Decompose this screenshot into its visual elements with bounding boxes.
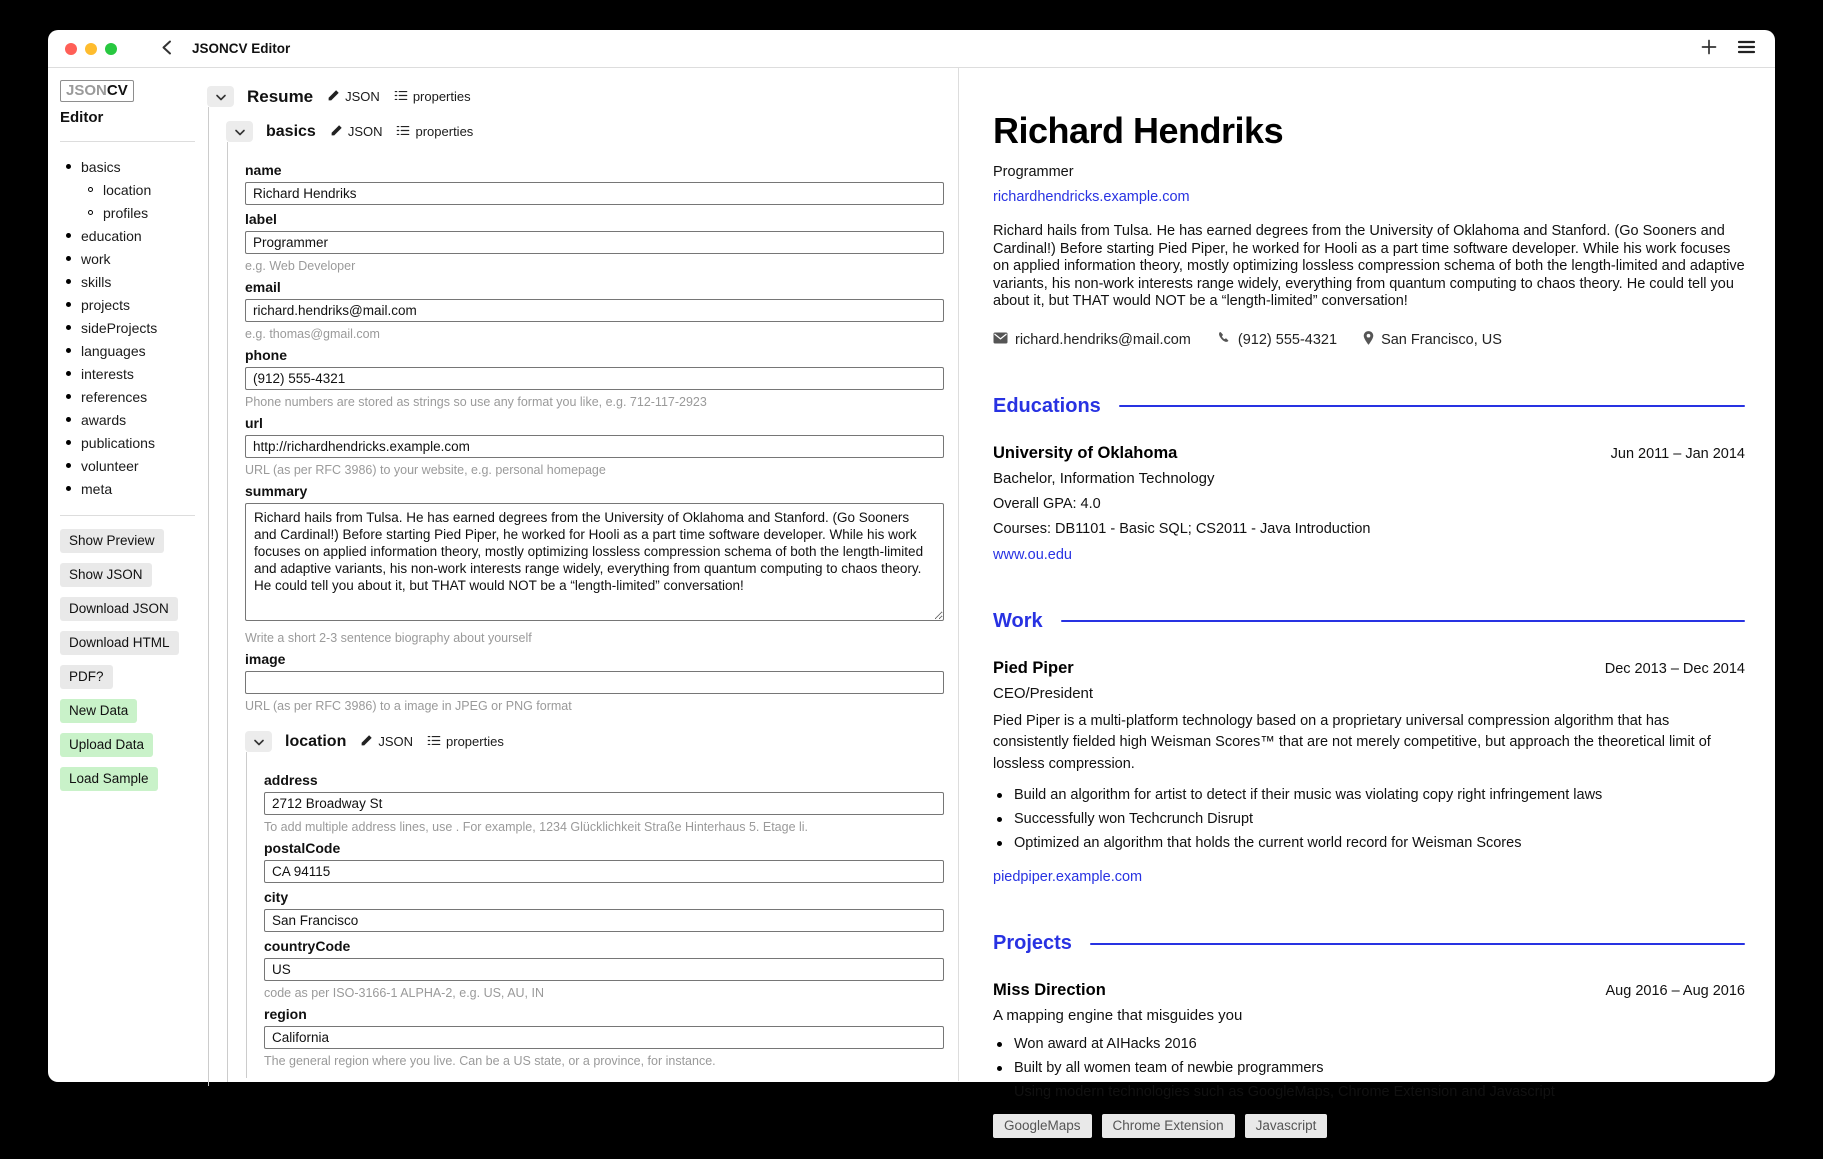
keyword-tag: Chrome Extension: [1102, 1114, 1235, 1138]
phone-label: phone: [245, 347, 287, 363]
contact-location-text: San Francisco, US: [1381, 331, 1502, 348]
sidebar-item-label: location: [103, 181, 152, 198]
edit-json-button[interactable]: [327, 89, 380, 105]
titlebar: [48, 30, 1775, 68]
preview-section-title: Work: [993, 609, 1043, 632]
preview-section-header: [993, 610, 1745, 633]
entry-highlights: [993, 787, 1745, 851]
entry-link[interactable]: www.ou.edu: [993, 546, 1072, 563]
app-logo: [60, 80, 134, 102]
dot-bullet-icon: [66, 463, 71, 468]
edit-json-label: JSON: [378, 734, 414, 749]
entry-header: [993, 981, 1745, 1000]
contact-location: [1363, 331, 1502, 349]
preview-website-link[interactable]: richardhendricks.example.com: [993, 189, 1190, 205]
email-hint: e.g. thomas@gmail.com: [245, 327, 380, 341]
preview-section-educations: [993, 395, 1745, 564]
preview-job-label: Programmer: [993, 164, 1074, 180]
phone-hint: Phone numbers are stored as strings so use any format you like, e.g. 712-117-2923: [245, 395, 707, 409]
preview-section-projects: [993, 932, 1745, 1138]
entry-highlights: [993, 1036, 1745, 1100]
sidebar-item-label: work: [81, 250, 111, 267]
logo-json-text: JSON: [66, 82, 107, 99]
show-preview-button[interactable]: Show Preview: [60, 529, 164, 553]
entry-header: [993, 444, 1745, 463]
traffic-lights: [65, 43, 117, 55]
label-field: [245, 211, 944, 273]
url-field: [245, 415, 944, 477]
properties-label: properties: [412, 89, 471, 104]
name-input[interactable]: [245, 182, 944, 205]
edit-json-button[interactable]: [330, 124, 383, 140]
collapse-chevron-button[interactable]: [226, 121, 253, 142]
app-window: [48, 30, 1775, 1133]
email-label: email: [245, 279, 281, 295]
chevron-down-icon: [216, 89, 226, 104]
sidebar-item-education[interactable]: [60, 224, 195, 247]
sidebar-item-label: skills: [81, 273, 112, 290]
dot-bullet-icon: [66, 371, 71, 376]
edit-json-label: JSON: [345, 89, 380, 104]
dot-bullet-icon: [66, 279, 71, 284]
countryCode-field: [264, 938, 944, 1000]
phone-icon: [1217, 331, 1231, 349]
sidebar-buttons: [60, 529, 195, 791]
map-pin-icon: [1363, 331, 1374, 349]
sidebar-item-meta[interactable]: [60, 477, 195, 500]
postalCode-input[interactable]: [264, 860, 944, 883]
window-title: JSONCV Editor: [192, 41, 291, 56]
countryCode-input[interactable]: [264, 958, 944, 981]
preview-panel: [958, 68, 1775, 1133]
section-rule: [1061, 620, 1745, 622]
chevron-down-icon: [254, 734, 264, 749]
sidebar-item-location[interactable]: [60, 178, 195, 201]
sidebar-item-label: basics: [81, 158, 121, 175]
address-field: [264, 772, 944, 834]
label-input[interactable]: [245, 231, 944, 254]
phone-input[interactable]: [245, 367, 944, 390]
summary-field: [245, 483, 944, 645]
collapse-chevron-button[interactable]: [207, 86, 234, 107]
resume-section-title: Resume: [247, 86, 314, 106]
entry-header: [993, 659, 1745, 678]
chevron-down-icon: [235, 124, 245, 139]
keyword-tag: Javascript: [1245, 1114, 1328, 1138]
chevron-left-icon: [161, 40, 172, 58]
entry-highlight: Using modern technologies such as GoogleMaps, Chrome Extension and Javascript: [993, 1084, 1745, 1100]
sidebar-item-languages[interactable]: [60, 339, 195, 362]
sidebar-item-label: languages: [81, 342, 146, 359]
city-label: city: [264, 889, 289, 905]
section-rule: [1119, 405, 1745, 407]
region-input[interactable]: [264, 1026, 944, 1049]
preview-section-work: [993, 610, 1745, 887]
dot-bullet-icon: [66, 325, 71, 330]
email-input[interactable]: [245, 299, 944, 322]
sidebar-item-profiles[interactable]: [60, 201, 195, 224]
url-label: url: [245, 415, 263, 431]
entry-heading: Miss Direction: [993, 981, 1106, 999]
download-html-button[interactable]: Download HTML: [60, 631, 179, 655]
new-data-button[interactable]: New Data: [60, 699, 137, 723]
basics-section-header: [226, 121, 944, 142]
summary-hint: Write a short 2-3 sentence biography about yourself: [245, 631, 532, 645]
sidebar-item-label: projects: [81, 296, 131, 313]
pencil-icon: [360, 734, 373, 750]
entry-description: Pied Piper is a multi-platform technology based on a proprietary universal compression algorithm that has consistently fielded high Weisman Scores™ that are not merely competitive, but approach the theoretical limit of lossless compression.: [993, 712, 1711, 772]
preview-entry: [993, 659, 1745, 887]
close-button[interactable]: [65, 43, 77, 55]
properties-button[interactable]: [396, 124, 473, 140]
sidebar-item-publications[interactable]: [60, 431, 195, 454]
properties-label: properties: [446, 734, 504, 749]
pdf--button[interactable]: PDF?: [60, 665, 113, 689]
image-input[interactable]: [245, 671, 944, 694]
preview-entry: [993, 444, 1745, 564]
preview-entry: [993, 981, 1745, 1138]
email-field: [245, 279, 944, 341]
sidebar-nav: [60, 155, 195, 500]
name-field: [245, 162, 944, 205]
label-label: label: [245, 211, 277, 227]
dot-bullet-icon: [66, 256, 71, 261]
collapse-chevron-button[interactable]: [245, 731, 272, 752]
circle-bullet-icon: [88, 210, 93, 215]
list-icon: [427, 734, 441, 750]
preview-contact-row: [993, 331, 1745, 349]
list-icon: [396, 124, 410, 140]
properties-label: properties: [415, 124, 474, 139]
section-rule: [1090, 943, 1745, 945]
contact-email: [993, 332, 1191, 348]
pencil-icon: [330, 124, 343, 140]
sidebar-item-label: awards: [81, 411, 127, 428]
edit-json-button[interactable]: [360, 734, 413, 750]
sidebar-item-label: references: [81, 388, 148, 405]
preview-section-header: [993, 932, 1745, 955]
logo-subtitle: Editor: [60, 109, 104, 126]
zoom-button[interactable]: [105, 43, 117, 55]
basics-section-title: basics: [266, 122, 316, 140]
sidebar-item-label: profiles: [103, 204, 149, 221]
sidebar-item-interests[interactable]: [60, 362, 195, 385]
preview-section-title: Projects: [993, 932, 1072, 954]
dot-bullet-icon: [66, 440, 71, 445]
logo-cv-text: CV: [106, 82, 128, 99]
entry-date: Dec 2013 – Dec 2014: [1604, 660, 1745, 677]
dot-bullet-icon: [66, 164, 71, 169]
entry-highlight: Build an algorithm for artist to detect if their music was violating copy right infringement laws: [993, 787, 1745, 803]
dot-bullet-icon: [66, 394, 71, 399]
dot-bullet-icon: [66, 486, 71, 491]
region-label: region: [264, 1006, 307, 1022]
envelope-icon: [993, 332, 1008, 348]
sidebar-item-label: sideProjects: [81, 319, 158, 336]
countryCode-label: countryCode: [264, 938, 351, 954]
label-hint: e.g. Web Developer: [245, 259, 356, 273]
sidebar-item-references[interactable]: [60, 385, 195, 408]
city-input[interactable]: [264, 909, 944, 932]
sidebar-item-volunteer[interactable]: [60, 454, 195, 477]
entry-subheading: A mapping engine that misguides you: [993, 1007, 1243, 1024]
name-label: name: [245, 162, 282, 178]
contact-email-text: richard.hendriks@mail.com: [1015, 331, 1191, 348]
location-section: [245, 731, 944, 1078]
resume-section: [207, 86, 944, 1086]
new-tab-button[interactable]: [1701, 39, 1717, 58]
properties-button[interactable]: [394, 89, 471, 105]
entry-heading: Pied Piper: [993, 658, 1074, 677]
sidebar-item-projects[interactable]: [60, 293, 195, 316]
hamburger-icon: [1738, 40, 1755, 57]
divider: [60, 141, 195, 142]
load-sample-button[interactable]: Load Sample: [60, 767, 158, 791]
keyword-tag: GoogleMaps: [993, 1114, 1092, 1138]
entry-highlight: Won award at AIHacks 2016: [993, 1036, 1745, 1052]
plus-icon: [1701, 39, 1717, 58]
url-hint: URL (as per RFC 3986) to your website, e.g. personal homepage: [245, 463, 606, 477]
postalCode-field: [264, 840, 944, 883]
entry-heading: University of Oklahoma: [993, 443, 1178, 462]
entry-detail-line: Overall GPA: 4.0: [993, 495, 1101, 512]
entry-highlight: Built by all women team of newbie programmers: [993, 1060, 1745, 1076]
sidebar: [48, 68, 205, 1081]
minimize-button[interactable]: [85, 43, 97, 55]
dot-bullet-icon: [66, 348, 71, 353]
preview-section-header: [993, 395, 1745, 418]
address-input[interactable]: [264, 792, 944, 815]
region-hint: The general region where you live. Can be a US state, or a province, for instance.: [264, 1054, 716, 1068]
pencil-icon: [327, 89, 340, 105]
dot-bullet-icon: [66, 233, 71, 238]
show-json-button[interactable]: Show JSON: [60, 563, 152, 587]
properties-button[interactable]: [427, 734, 504, 750]
upload-data-button[interactable]: Upload Data: [60, 733, 153, 757]
image-field: [245, 651, 944, 713]
contact-phone-text: (912) 555-4321: [1237, 331, 1338, 348]
entry-link[interactable]: piedpiper.example.com: [993, 869, 1143, 885]
preview-name: Richard Hendriks: [993, 110, 1284, 151]
back-button[interactable]: [161, 40, 172, 58]
sidebar-item-label: publications: [81, 434, 155, 451]
image-label: image: [245, 651, 286, 667]
postalCode-label: postalCode: [264, 840, 341, 856]
image-hint: URL (as per RFC 3986) to a image in JPEG or PNG format: [245, 699, 572, 713]
entry-detail-line: Courses: DB1101 - Basic SQL; CS2011 - Java Introduction: [993, 520, 1371, 537]
preview-summary: Richard hails from Tulsa. He has earned degrees from the University of Oklahoma and Stanford. (Go Sooners and Cardinal!) Before starting Pied Piper, he worked for Hooli as a part time software developer. While his work focuses on applied information theory, mostly optimizing lossless compression schema of both the length-limited and adaptive variants, his non-work interests range widely, everything from quantum computing to chaos theory. He could tell you about it, but THAT would NOT be a “length-limited” conversation!: [993, 223, 1745, 309]
region-field: [264, 1006, 944, 1068]
circle-bullet-icon: [88, 187, 93, 192]
list-icon: [394, 89, 408, 105]
phone-field: [245, 347, 944, 409]
entry-date: Aug 2016 – Aug 2016: [1605, 983, 1745, 999]
download-json-button[interactable]: Download JSON: [60, 597, 178, 621]
summary-input[interactable]: [245, 503, 944, 621]
location-section-header: [245, 731, 944, 752]
entry-subheading: CEO/President: [993, 684, 1094, 702]
city-field: [264, 889, 944, 932]
sidebar-item-sideProjects[interactable]: [60, 316, 195, 339]
sidebar-item-skills[interactable]: [60, 270, 195, 293]
sidebar-item-label: education: [81, 227, 142, 244]
dot-bullet-icon: [66, 302, 71, 307]
entry-date: Jun 2011 – Jan 2014: [1610, 445, 1745, 462]
entry-highlight: Optimized an algorithm that holds the current world record for Weisman Scores: [993, 835, 1745, 851]
sidebar-item-work[interactable]: [60, 247, 195, 270]
contact-phone: [1217, 331, 1337, 349]
sidebar-item-label: meta: [81, 480, 113, 497]
url-input[interactable]: [245, 435, 944, 458]
location-section-title: location: [285, 732, 347, 750]
countryCode-hint: code as per ISO-3166-1 ALPHA-2, e.g. US, AU, IN: [264, 986, 544, 1000]
menu-button[interactable]: [1738, 40, 1755, 57]
sidebar-item-basics[interactable]: [60, 155, 195, 178]
sidebar-item-label: interests: [81, 365, 134, 382]
edit-json-label: JSON: [347, 124, 383, 139]
basics-section: [226, 121, 944, 1082]
sidebar-item-label: volunteer: [81, 457, 139, 474]
resume-section-header: [207, 86, 944, 107]
divider: [60, 515, 195, 516]
entry-subheading: Bachelor, Information Technology: [993, 469, 1215, 487]
summary-label: summary: [245, 483, 308, 499]
dot-bullet-icon: [66, 417, 71, 422]
editor-panel: [205, 68, 958, 1081]
address-hint: To add multiple address lines, use . For example, 1234 Glücklichkeit Straße Hinterhaus 5. Etage li.: [264, 820, 809, 834]
preview-section-title: Educations: [993, 394, 1101, 417]
entry-highlight: Successfully won Techcrunch Disrupt: [993, 811, 1745, 827]
entry-keywords: [993, 1114, 1745, 1138]
address-label: address: [264, 772, 318, 788]
sidebar-item-awards[interactable]: [60, 408, 195, 431]
